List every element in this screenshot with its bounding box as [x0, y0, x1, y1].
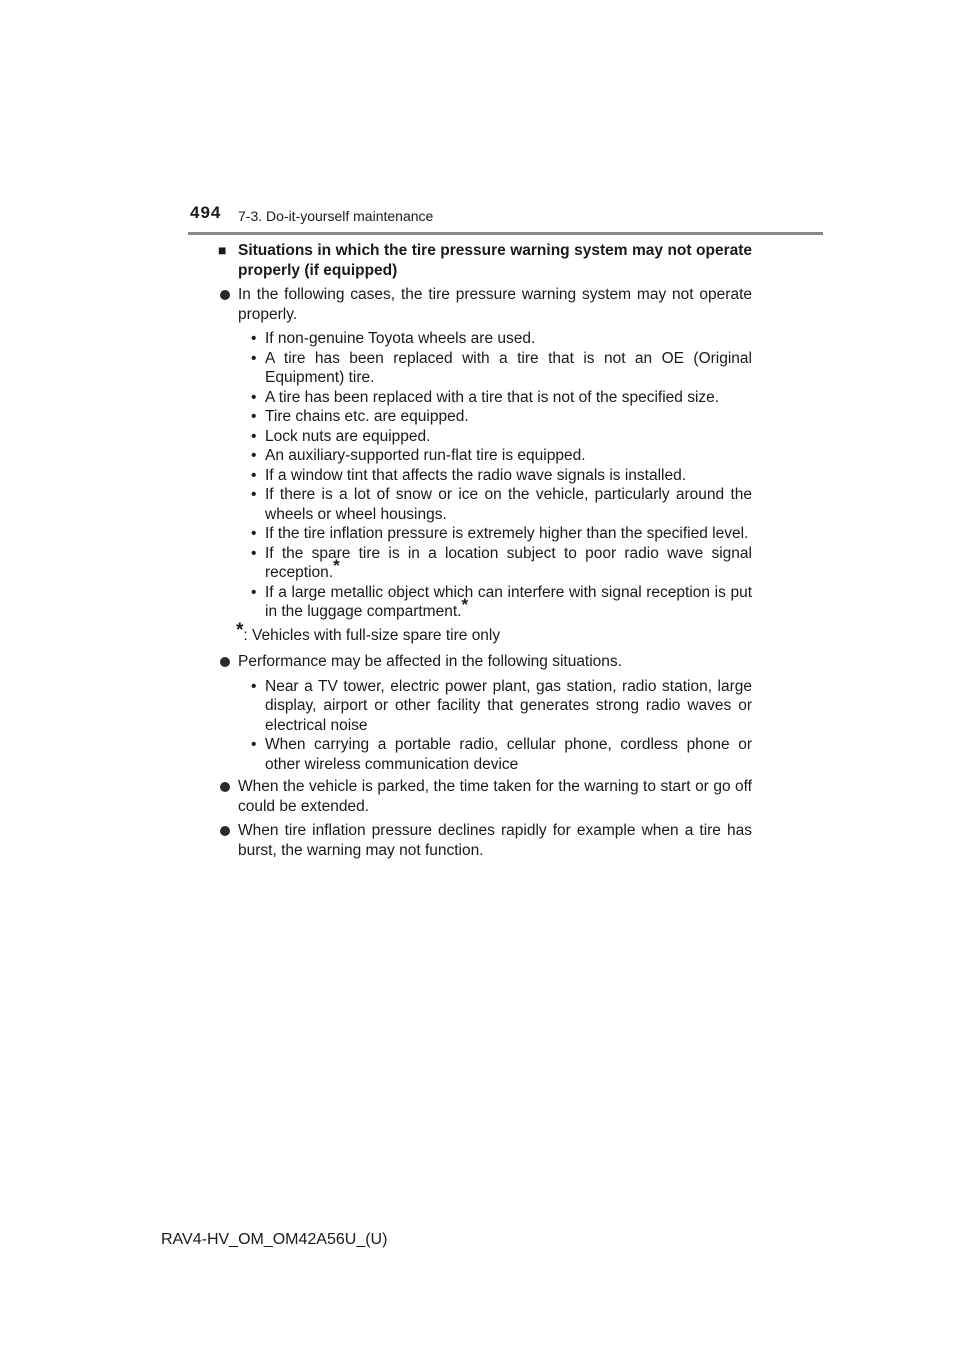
bullet-paragraph: [218, 821, 752, 860]
header-rule: [188, 232, 823, 235]
dot-bullet-icon: •: [251, 544, 257, 562]
page-number: 494: [190, 203, 222, 222]
dot-bullet-icon: •: [251, 330, 257, 347]
list-item: • Tire chains etc. are equipped.: [251, 408, 469, 425]
list-item: • If non-genuine Toyota wheels are used.: [251, 330, 536, 347]
list-item: • Near a TV tower, electric power plant, gas station, radio station, large display, airport or other facility that generates strong radio waves or electrical noise: [251, 677, 752, 734]
section-heading-text: Situations in which the tire pressure warning system may not operate properly (if equipped): [238, 242, 752, 279]
page-header: [0, 0, 960, 240]
footer-code: RAV4-HV_OM_OM42A56U_(U): [161, 1231, 388, 1248]
square-bullet-icon: ■: [218, 242, 227, 258]
bullet-text: When tire inflation pressure declines rapidly for example when a tire has burst, the warning may not function.: [238, 822, 752, 859]
section-heading: [218, 241, 752, 280]
dot-bullet-icon: •: [251, 466, 257, 484]
dot-bullet-icon: •: [251, 408, 257, 425]
list-item: • A tire has been replaced with a tire that is not an OE (Original Equipment) tire.: [251, 349, 752, 386]
list-item: • If the tire inflation pressure is extremely higher than the specified level.: [251, 525, 749, 542]
circle-bullet-icon: [220, 826, 230, 836]
list-item: • If a window tint that affects the radio wave signals is installed.: [251, 466, 687, 484]
dot-bullet-icon: •: [251, 349, 257, 367]
dot-bullet-icon: •: [251, 427, 257, 445]
dot-bullet-icon: •: [251, 525, 257, 542]
circle-bullet-icon: [220, 782, 230, 792]
bullet-text: When the vehicle is parked, the time taken for the warning to start or go off could be extended.: [238, 778, 752, 815]
list-item: • When carrying a portable radio, cellular phone, cordless phone or other wireless communication device: [251, 736, 752, 773]
list-item: • If the spare tire is in a location subject to poor radio wave signal reception.*: [251, 544, 752, 581]
dot-bullet-icon: •: [251, 447, 257, 464]
list-item: • If a large metallic object which can interfere with signal reception is put in the luggage compartment.*: [251, 583, 752, 620]
sub-list: [218, 329, 752, 622]
sub-list: [218, 677, 752, 775]
list-item: • An auxiliary-supported run-flat tire is equipped.: [251, 447, 586, 464]
footnote: [218, 619, 752, 646]
asterisk-mark: *: [333, 556, 340, 575]
list-item: • Lock nuts are equipped.: [251, 427, 431, 445]
circle-bullet-icon: [220, 657, 230, 667]
dot-bullet-icon: •: [251, 583, 257, 601]
asterisk-mark: *: [236, 619, 244, 641]
page-content: [218, 241, 752, 865]
dot-bullet-icon: •: [251, 486, 257, 503]
dot-bullet-icon: •: [251, 388, 257, 406]
circle-bullet-icon: [220, 290, 230, 300]
bullet-text: In the following cases, the tire pressure warning system may not operate properly.: [238, 286, 752, 323]
bullet-text: Performance may be affected in the following situations.: [238, 653, 622, 670]
dot-bullet-icon: •: [251, 677, 257, 695]
chapter-title: 7-3. Do-it-yourself maintenance: [238, 208, 434, 224]
bullet-paragraph: [218, 285, 752, 324]
dot-bullet-icon: •: [251, 736, 257, 753]
footnote-text: : Vehicles with full-size spare tire only: [243, 626, 501, 644]
list-item: • A tire has been replaced with a tire that is not of the specified size.: [251, 388, 720, 406]
bullet-paragraph: [218, 652, 752, 672]
asterisk-mark: *: [461, 595, 469, 614]
list-item: • If there is a lot of snow or ice on the vehicle, particularly around the wheels or wheel housings.: [251, 486, 752, 523]
bullet-paragraph: [218, 777, 752, 816]
